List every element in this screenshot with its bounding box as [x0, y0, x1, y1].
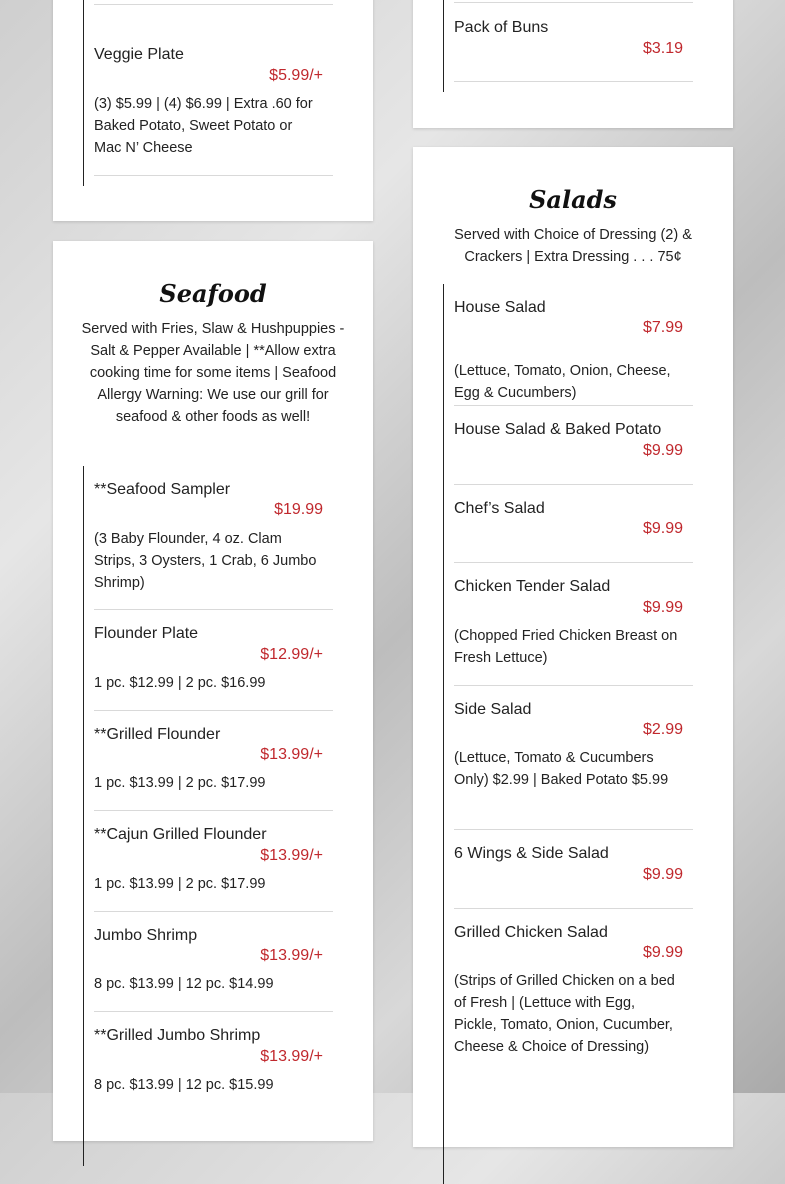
item-price: $9.99	[642, 442, 683, 459]
separator	[454, 562, 693, 563]
item-price: $9.99	[642, 599, 683, 616]
item-price: $3.19	[642, 40, 683, 57]
item-description: (Chopped Fried Chicken Breast on Fresh Lettuce)	[454, 628, 678, 666]
menu-card-seafood	[53, 241, 373, 1141]
item-description: 1 pc. $12.99 | 2 pc. $16.99	[94, 675, 266, 691]
item-name: 6 Wings & Side Salad	[454, 845, 609, 862]
separator	[454, 908, 693, 909]
menu-card-top-right	[413, 0, 733, 128]
item-description: (3 Baby Flounder, 4 oz. Clam Strips, 3 Oysters, 1 Crab, 6 Jumbo Shrimp)	[94, 531, 317, 591]
separator	[454, 2, 693, 3]
item-price: $9.99	[642, 944, 683, 961]
item-name: House Salad & Baked Potato	[454, 421, 662, 438]
item-name: **Seafood Sampler	[94, 481, 231, 498]
separator	[454, 405, 693, 406]
section-description: Served with Fries, Slaw & Hushpuppies - Salt & Pepper Available | **Allow extra cooking time for some items | Seafood Allergy Warning: We use our grill for seafood & other foods as well!	[81, 321, 345, 425]
item-name: **Grilled Flounder	[94, 726, 221, 743]
item-price: $13.99/+	[260, 746, 323, 763]
item-price: $13.99/+	[260, 847, 323, 864]
separator	[94, 1011, 333, 1012]
item-description: 8 pc. $13.99 | 12 pc. $15.99	[94, 1077, 274, 1093]
item-price: $7.99	[642, 319, 683, 336]
item-name: House Salad	[454, 299, 546, 316]
separator	[94, 609, 333, 610]
separator	[454, 484, 693, 485]
item-name: **Grilled Jumbo Shrimp	[94, 1027, 261, 1044]
item-description: 1 pc. $13.99 | 2 pc. $17.99	[94, 876, 266, 892]
item-name: Veggie Plate	[94, 46, 184, 63]
item-price: $9.99	[642, 520, 683, 537]
menu-list	[83, 466, 323, 1166]
menu-item-pack-of-buns	[454, 19, 694, 59]
item-price: $12.99/+	[260, 646, 323, 663]
item-description: 8 pc. $13.99 | 12 pc. $14.99	[94, 976, 274, 992]
item-name: Side Salad	[454, 701, 532, 718]
section-description: Served with Choice of Dressing (2) & Crackers | Extra Dressing . . . 75¢	[454, 227, 692, 265]
menu-item-veggie-plate	[94, 46, 334, 156]
section-title: Seafood	[159, 279, 267, 308]
section-title: Salads	[529, 185, 617, 214]
item-price: $9.99	[642, 866, 683, 883]
menu-card-salads	[413, 147, 733, 1147]
item-description: (Strips of Grilled Chicken on a bed of Fresh | (Lettuce with Egg, Pickle, Tomato, Onion, Cucumber, Cheese & Choice of Dressing)	[454, 973, 675, 1055]
item-price: $13.99/+	[260, 1048, 323, 1065]
item-name: Flounder Plate	[94, 625, 199, 642]
separator	[94, 911, 333, 912]
item-name: Jumbo Shrimp	[94, 927, 198, 944]
separator	[454, 81, 693, 82]
separator	[454, 829, 693, 830]
item-description: (Lettuce, Tomato, Onion, Cheese, Egg & Cucumbers)	[454, 363, 671, 401]
item-description: (3) $5.99 | (4) $6.99 | Extra .60 for Baked Potato, Sweet Potato or Mac N’ Cheese	[94, 96, 313, 156]
item-name: Pack of Buns	[454, 19, 549, 36]
separator	[94, 175, 333, 176]
separator	[94, 810, 333, 811]
item-price: $5.99/+	[269, 67, 323, 84]
item-price: $2.99	[642, 721, 683, 738]
item-name: Chef’s Salad	[454, 500, 545, 517]
item-description: (Lettuce, Tomato & Cucumbers Only) $2.99 | Baked Potato $5.99	[454, 750, 669, 788]
item-name: **Cajun Grilled Flounder	[94, 826, 267, 843]
separator	[94, 4, 333, 5]
item-name: Chicken Tender Salad	[454, 578, 611, 595]
separator	[454, 685, 693, 686]
item-price: $13.99/+	[260, 947, 323, 964]
menu-list	[443, 0, 683, 92]
item-name: Grilled Chicken Salad	[454, 924, 608, 941]
menu-list	[83, 0, 323, 186]
separator	[94, 710, 333, 711]
item-price: $19.99	[274, 501, 323, 518]
item-description: 1 pc. $13.99 | 2 pc. $17.99	[94, 775, 266, 791]
menu-list	[443, 284, 683, 1184]
menu-card-top-left	[53, 0, 373, 221]
